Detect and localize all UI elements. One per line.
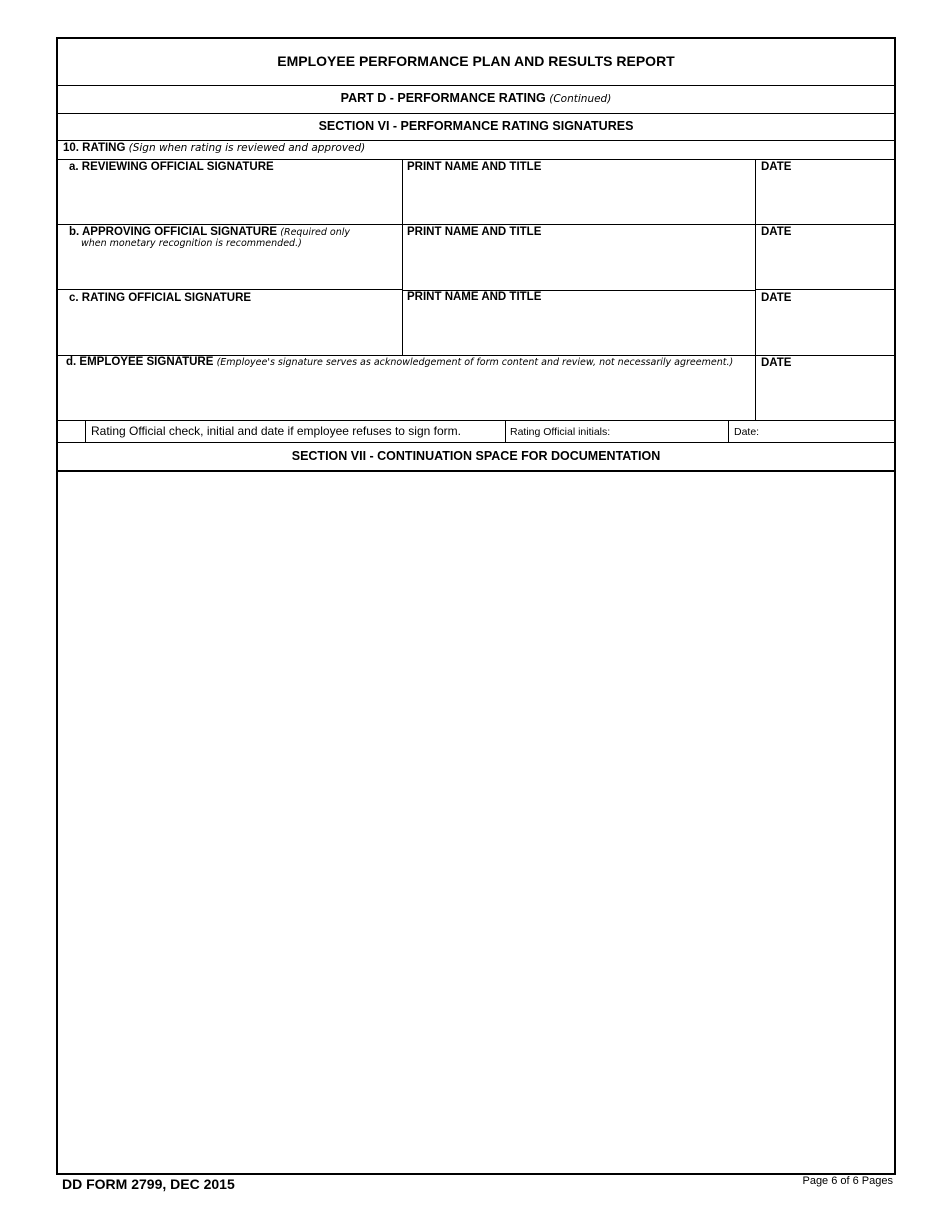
initials-label: Rating Official initials: [510,426,611,438]
form-id: DD FORM 2799, DEC 2015 [62,1176,235,1192]
refusal-date-field[interactable] [734,426,889,438]
rating-print-name-field[interactable] [407,291,752,354]
approving-note-line2: when monetary recognition is recommended.) [81,238,302,249]
rating-official-initials-field[interactable] [510,426,725,438]
refusal-checkbox[interactable] [58,421,85,442]
column-divider [402,159,403,355]
divider [58,113,894,114]
employee-signature-field[interactable] [66,356,754,419]
continuation-text-area[interactable] [58,472,894,1172]
divider [58,420,894,421]
print-name-label: PRINT NAME AND TITLE [407,291,542,303]
refusal-text: Rating Official check, initial and date if employee refuses to sign form. [91,424,461,438]
reviewing-official-signature-field[interactable] [69,161,399,224]
date-label: DATE [761,226,792,238]
approving-official-signature-field[interactable] [69,226,399,289]
part-heading: PART D - PERFORMANCE RATING [340,91,546,105]
approving-note-line1: (Required only [280,227,351,238]
approving-official-label: b. APPROVING OFFICIAL SIGNATURE [69,226,278,238]
column-divider [505,421,506,442]
section6-heading: SECTION VI - PERFORMANCE RATING SIGNATURES [318,119,634,133]
section7-heading: SECTION VII - CONTINUATION SPACE FOR DOCUMENTATION [291,449,661,463]
print-name-label: PRINT NAME AND TITLE [407,226,542,238]
divider [58,442,894,443]
divider [58,85,894,86]
rating-row [63,142,365,154]
divider [755,289,894,290]
part-note: (Continued) [549,93,612,105]
rating-official-signature-field[interactable] [69,292,399,355]
reviewing-print-name-field[interactable] [407,161,752,224]
date-label: DATE [761,292,792,304]
rating-date-field[interactable] [761,292,891,355]
form-title: EMPLOYEE PERFORMANCE PLAN AND RESULTS REPORT [277,53,675,69]
refusal-date-label: Date: [734,426,760,438]
employee-signature-label: d. EMPLOYEE SIGNATURE [66,356,214,368]
date-label: DATE [761,161,792,173]
rating-official-label: c. RATING OFFICIAL SIGNATURE [69,292,252,304]
divider [58,159,894,160]
column-divider [85,421,86,442]
employee-date-field[interactable] [761,357,891,419]
divider [58,224,894,225]
divider [58,289,402,290]
print-name-label: PRINT NAME AND TITLE [407,161,542,173]
reviewing-date-field[interactable] [761,161,891,224]
date-label: DATE [761,357,792,369]
reviewing-official-label: a. REVIEWING OFFICIAL SIGNATURE [69,161,274,173]
divider [58,140,894,141]
approving-print-name-field[interactable] [407,226,752,289]
column-divider [728,421,729,442]
rating-label: 10. RATING [63,142,126,154]
part-heading-row [58,91,894,105]
rating-note: (Sign when rating is reviewed and approved) [128,142,366,154]
page-number: Page 6 of 6 Pages [802,1175,893,1187]
performance-form [56,37,896,1175]
approving-date-field[interactable] [761,226,891,289]
employee-signature-note: (Employee's signature serves as acknowledgement of form content and review, not necessarily agreement.) [216,357,734,368]
